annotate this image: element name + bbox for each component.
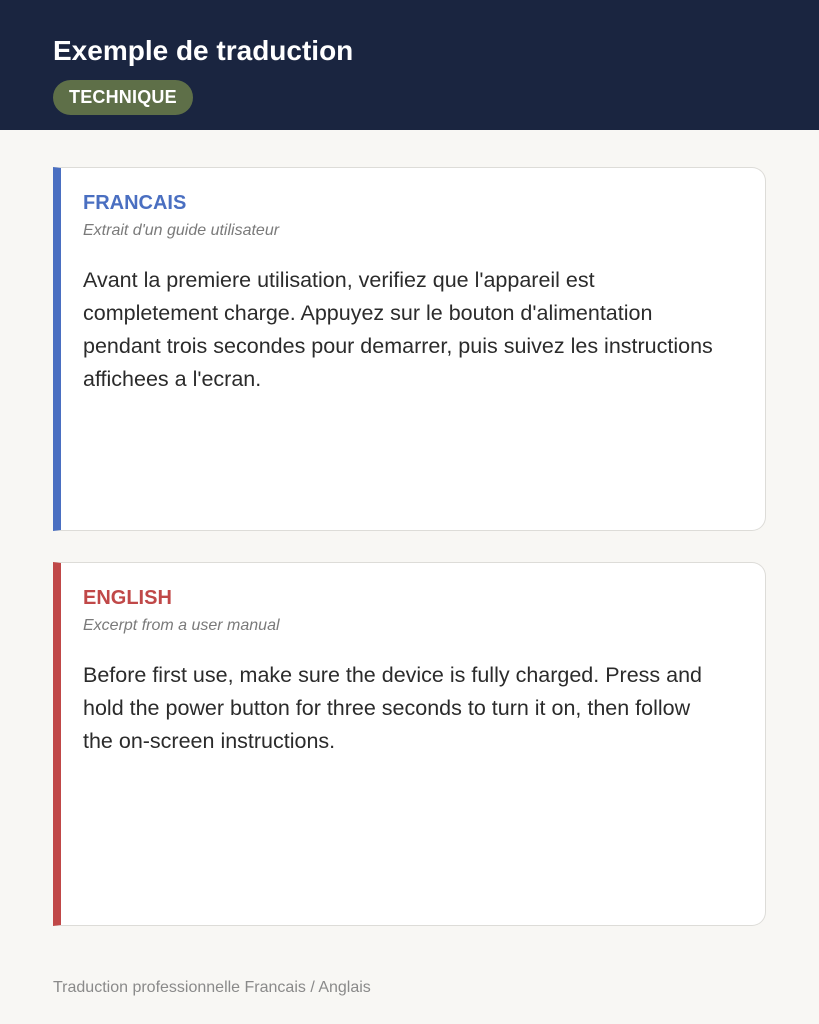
english-language-label: ENGLISH: [83, 587, 172, 609]
page-title: Exemple de traduction: [53, 35, 354, 66]
english-text: Before first use, make sure the device is fully charged. Press and hold the power button for three seconds to turn it on, then follow the on-screen instructions.: [83, 663, 703, 753]
page-header: [0, 0, 819, 130]
footer-text: Traduction professionnelle Francais / Anglais: [53, 979, 371, 996]
english-card: [53, 562, 766, 926]
english-subtitle: Excerpt from a user manual: [83, 617, 280, 634]
french-card: [53, 167, 766, 531]
french-language-label: FRANCAIS: [83, 192, 187, 214]
category-badge: TECHNIQUE: [53, 80, 193, 115]
french-subtitle: Extrait d'un guide utilisateur: [83, 222, 280, 239]
french-text: Avant la premiere utilisation, verifiez que l'appareil est completement charge. Appuyez sur le bouton d'alimentation pendant trois secondes pour demarrer, puis suivez les instructions affichees a l'ecran.: [83, 268, 713, 391]
